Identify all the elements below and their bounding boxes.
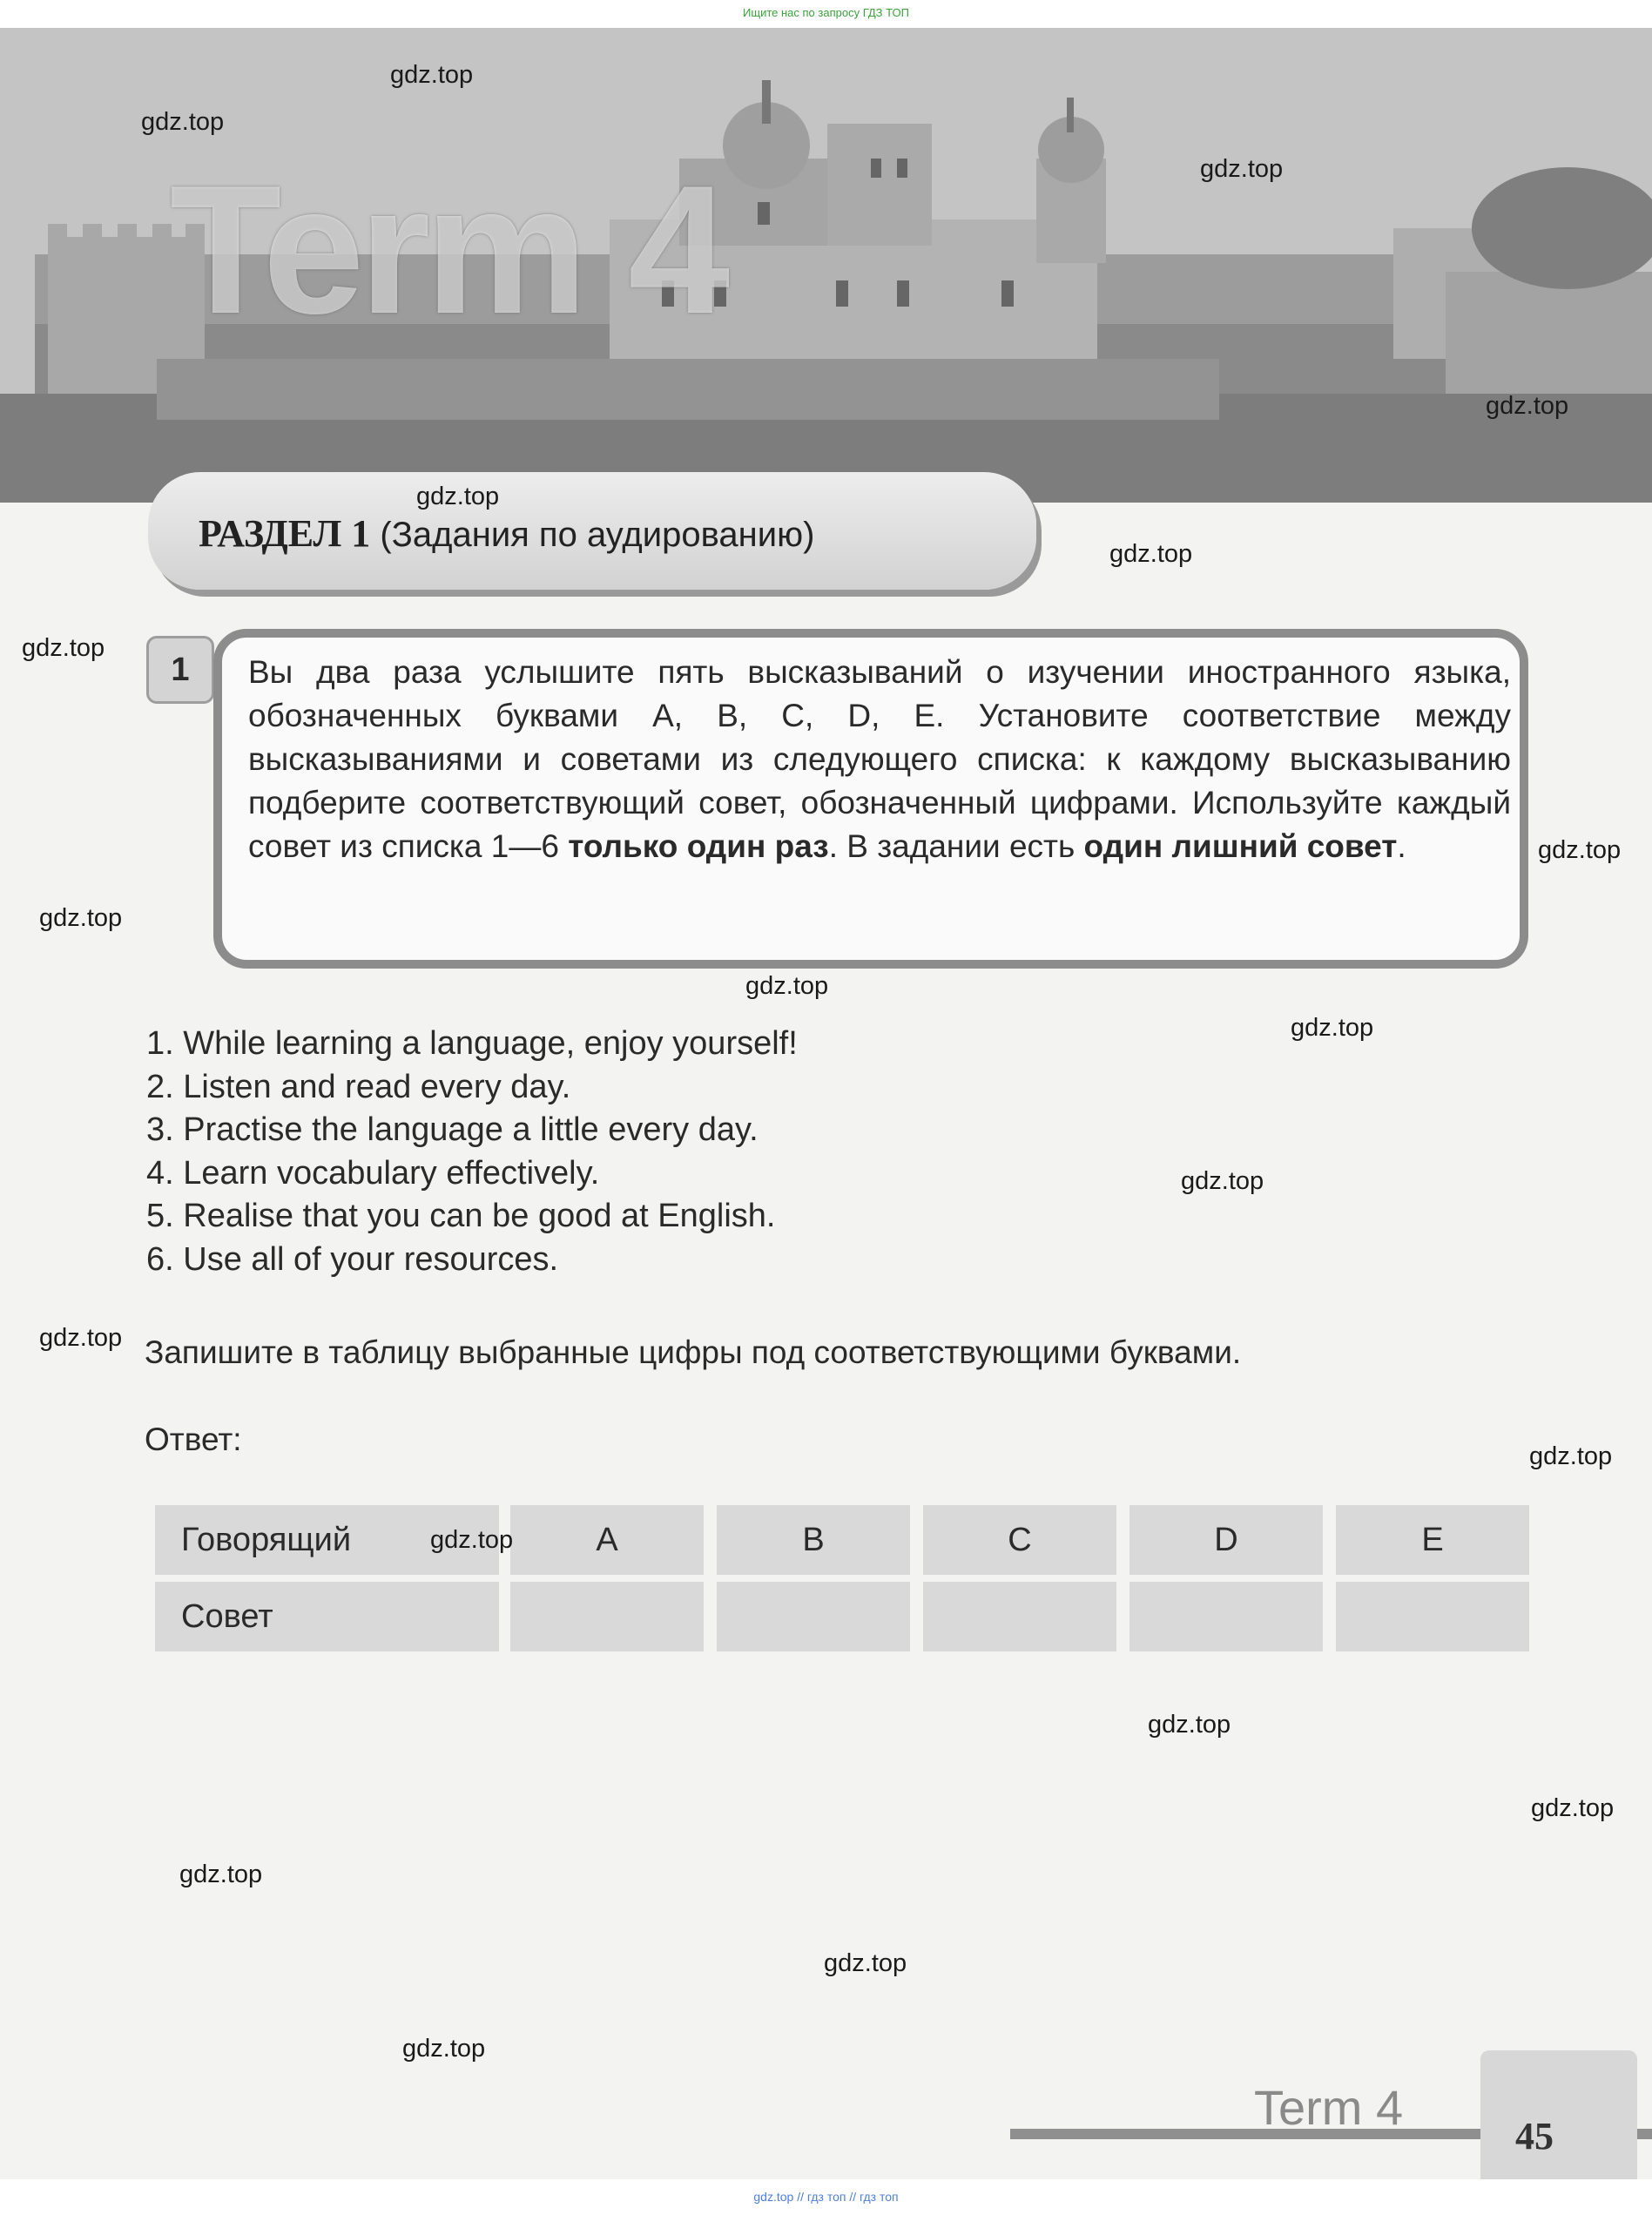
watermark: gdz.top: [1181, 1167, 1264, 1195]
watermark: gdz.top: [824, 1949, 907, 1977]
answer-input-cell[interactable]: [1129, 1582, 1323, 1651]
task-number-badge: 1: [146, 636, 214, 704]
section-title-rest: (Задания по аудированию): [370, 516, 815, 554]
section-title-bold: РАЗДЕЛ 1: [199, 512, 371, 555]
watermark: gdz.top: [1200, 155, 1284, 183]
table-letter-cell: B: [717, 1505, 910, 1575]
advice-item: 6. Use all of your resources.: [146, 1240, 559, 1278]
watermark: gdz.top: [390, 61, 474, 89]
watermark: gdz.top: [1486, 392, 1569, 420]
watermark: gdz.top: [1291, 1014, 1374, 1042]
page-number-tab: [1480, 2050, 1637, 2179]
top-promo-banner: Ищите нас по запросу ГДЗ ТОП: [743, 6, 909, 19]
task-text-part: . В задании есть: [828, 828, 1084, 864]
watermark: gdz.top: [39, 1324, 123, 1352]
answer-label: Ответ:: [145, 1422, 242, 1457]
watermark: gdz.top: [1148, 1711, 1231, 1739]
watermark: gdz.top: [402, 2035, 486, 2063]
table-instruction: Запишите в таблицу выбранные цифры под соответствующими буквами.: [145, 1334, 1242, 1370]
watermark: gdz.top: [22, 634, 105, 662]
table-header-speaker: Говорящий: [155, 1505, 499, 1575]
task-text-bold: один лишний совет: [1083, 828, 1398, 864]
watermark: gdz.top: [1538, 836, 1622, 864]
watermark: gdz.top: [430, 1526, 514, 1554]
watermark: gdz.top: [179, 1860, 263, 1888]
watermark: gdz.top: [745, 972, 829, 1000]
watermark: gdz.top: [1109, 540, 1193, 568]
table-letter-cell: A: [510, 1505, 704, 1575]
answer-input-cell[interactable]: [717, 1582, 910, 1651]
watermark: gdz.top: [416, 483, 500, 510]
table-letter-cell: C: [923, 1505, 1116, 1575]
task-instruction-text: [248, 651, 1511, 868]
watermark: gdz.top: [1531, 1794, 1615, 1822]
watermark: gdz.top: [141, 108, 225, 136]
task-text-part: .: [1397, 828, 1406, 864]
footer-term-label: Term 4: [1254, 2080, 1404, 2135]
task-text-bold: только один раз: [568, 828, 829, 864]
table-letter-cell: D: [1129, 1505, 1323, 1575]
advice-item: 4. Learn vocabulary effectively.: [146, 1154, 600, 1192]
answer-input-cell[interactable]: [510, 1582, 704, 1651]
section-title: [199, 511, 814, 556]
advice-item: 3. Practise the language a little every day.: [146, 1111, 759, 1148]
page-number: 45: [1515, 2115, 1554, 2158]
advice-list: [146, 1023, 798, 1281]
advice-item: 5. Realise that you can be good at English.: [146, 1198, 776, 1234]
answer-input-cell[interactable]: [1336, 1582, 1529, 1651]
watermark: gdz.top: [39, 904, 123, 932]
watermark: gdz.top: [1529, 1442, 1613, 1470]
bottom-promo-banner: gdz.top // гдз топ // гдз топ: [0, 2179, 1652, 2215]
table-letter-cell: E: [1336, 1505, 1529, 1575]
task-text-part: Вы два раза услышите пять высказываний о изучении иностранного языка, обозначенных буквами A, B, C, D, E. Установите соответствие между высказываниями и советами из следующего списка: к каждому высказыванию подберите соответствующий совет, обозначенный цифрами. Используйте каждый совет из списка 1—6: [248, 654, 1511, 864]
textbook-page: [0, 28, 1652, 2179]
castle-photo-banner: [0, 28, 1652, 503]
term-title: Term 4: [170, 147, 725, 352]
table-header-advice: Совет: [155, 1582, 499, 1651]
answer-input-cell[interactable]: [923, 1582, 1116, 1651]
advice-item: 1. While learning a language, enjoy yourself!: [146, 1025, 798, 1062]
advice-item: 2. Listen and read every day.: [146, 1068, 571, 1105]
